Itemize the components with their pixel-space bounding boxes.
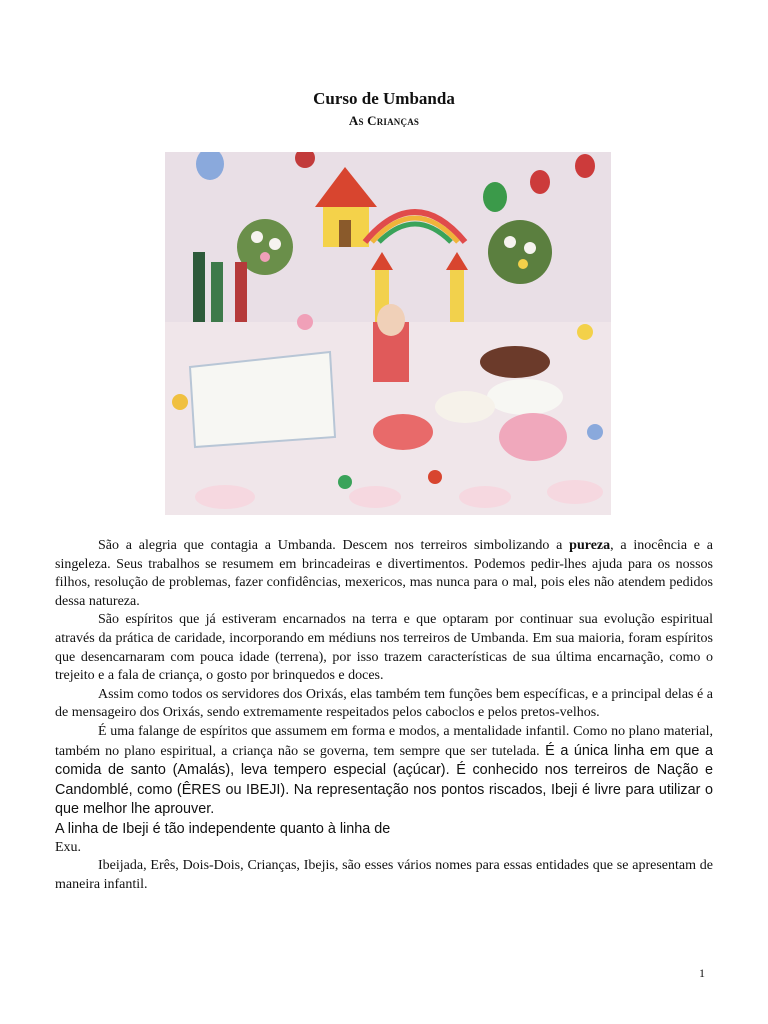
paragraph-text: É uma falange de espíritos que assumem em forma e modos, a mentalidade infantil. Como no plano material, também no plano espiritual, a criança não se governa, tem sempre que ser tutelada.: [55, 723, 713, 759]
paragraph: Ibeijada, Erês, Dois-Dois, Crianças, Ibejis, são esses vários nomes para essas entidades que se apresentam de maneira infantil.: [55, 858, 713, 892]
page-subtitle: As Crianças: [348, 113, 420, 128]
page-title: Curso de Umbanda: [313, 89, 455, 108]
page-number: 1: [699, 966, 705, 980]
bold-word: pureza: [569, 538, 611, 553]
body-text: [55, 537, 713, 894]
party-table-photo: [165, 152, 611, 515]
paragraph-text: É a única linha em que a comida de santo (Amalás), leva tempero especial (açúcar). É conhecido nos terreiros de Nação e Candomblé, como (ÊRES ou IBEJI). Na representação nos pontos riscados, Ibeji é livre para utilizar o que melhor lhe aprouver.: [55, 742, 713, 818]
paragraph-text: , a inocência e a singeleza. Seus trabalhos se resumem em brincadeiras e divertimentos. Podemos pedir-lhes ajuda para os nossos filhos, resolução de problemas, fazer confidências, mexericos, mas nunca para o mal, pois eles não atendem pedidos dessa natureza.: [55, 538, 714, 609]
paragraph: São espíritos que já estiveram encarnados na terra e que optaram por continuar sua evolução espiritual através da prática de caridade, incorporando em médiuns nos terreiros de Umbanda. Em sua maioria, foram espíritos que desencarnaram com pouca idade (terrena), por isso trazem características de sua última encarnação, como o trejeito e a fala de criança, o gosto por brinquedos e doces.: [55, 612, 713, 684]
paragraph-line: A linha de Ibeji é tão independente quanto à linha de: [55, 820, 391, 837]
paragraph-line: Exu.: [55, 839, 82, 855]
paragraph: [55, 537, 713, 611]
photo-illustration: [165, 152, 611, 515]
paragraph-text: São a alegria que contagia a Umbanda. Descem nos terreiros simbolizando a: [98, 538, 570, 553]
paragraph: Assim como todos os servidores dos Orixás, elas também tem funções bem específicas, e a principal delas é a de mensageiro dos Orixás, sendo extremamente respeitados pelos caboclos e pelos pretos-velhos.: [55, 686, 713, 721]
paragraph: [55, 723, 713, 820]
